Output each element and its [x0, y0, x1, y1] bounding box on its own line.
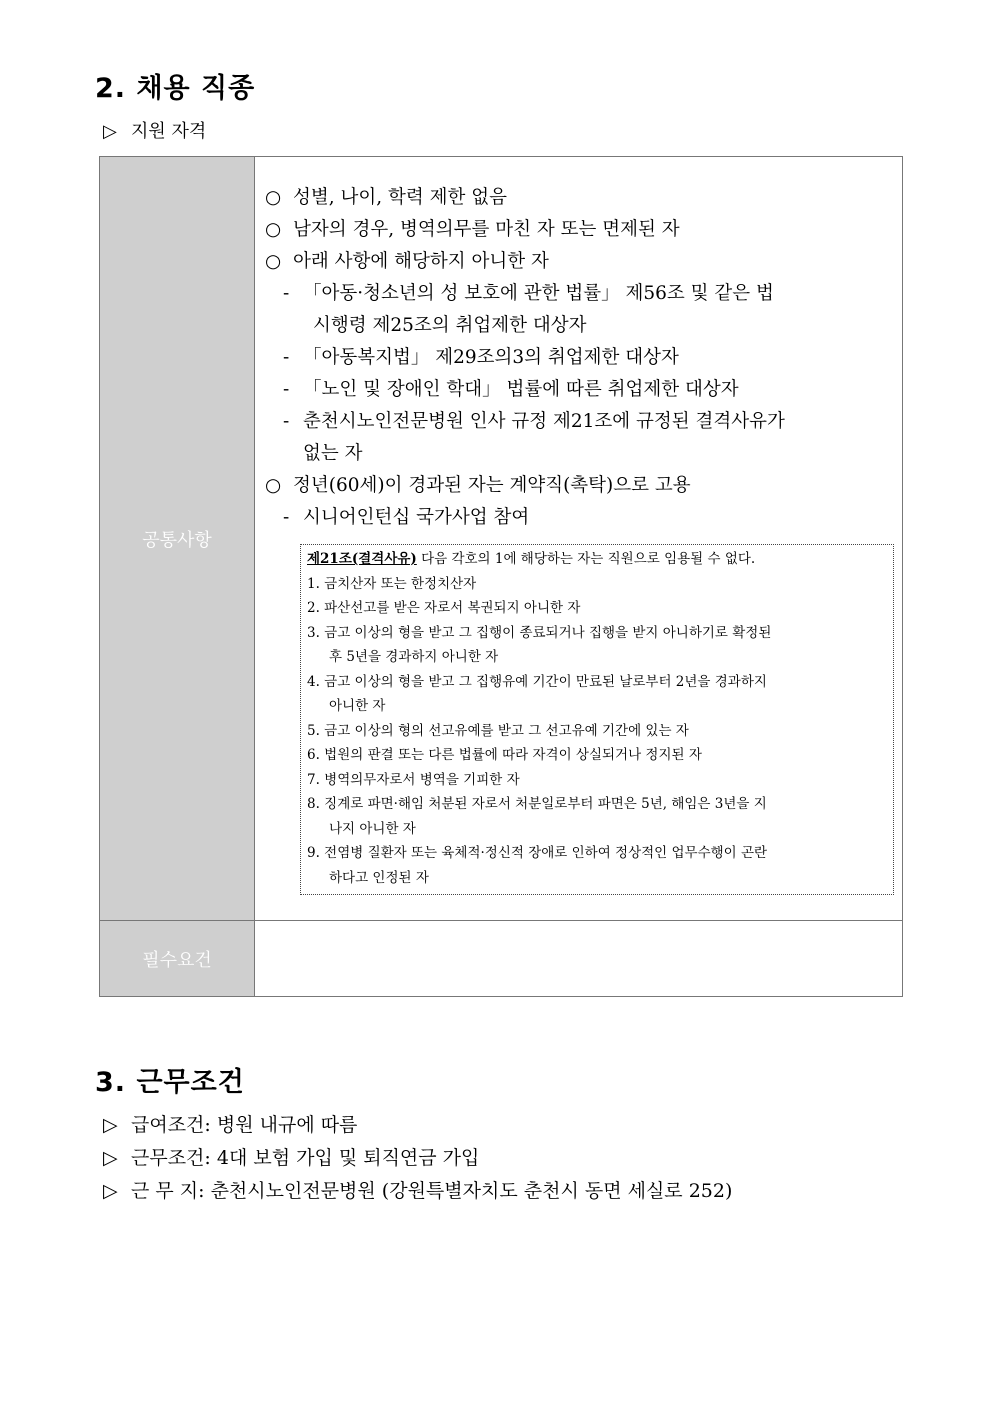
work-condition-text: 급여조건: 병원 내규에 따름 — [131, 1114, 358, 1136]
requirement-line — [265, 502, 894, 534]
law-item — [307, 596, 887, 621]
circle-bullet-icon: ○ — [265, 187, 282, 208]
law-item — [307, 670, 887, 719]
law-item — [307, 841, 887, 890]
law-items — [307, 572, 887, 891]
work-condition-text: 근무조건: 4대 보험 가입 및 퇴직연금 가입 — [131, 1147, 480, 1169]
requirement-line — [265, 342, 894, 374]
required-label: 필수요건 — [142, 949, 212, 971]
requirement-line — [265, 374, 894, 406]
requirement-line — [265, 246, 894, 278]
law-item-first-line: 7. 병역의무자로서 병역을 기피한 자 — [307, 771, 520, 788]
requirement-text: 춘천시노인전문병원 인사 규정 제21조에 규정된 결격사유가 — [303, 411, 785, 432]
requirement-line — [265, 310, 894, 342]
qualification-heading — [103, 117, 206, 143]
dash-bullet: - — [283, 347, 290, 368]
law-item-first-line: 1. 금치산자 또는 한정치산자 — [307, 575, 477, 592]
circle-bullet-icon: ○ — [265, 219, 282, 240]
requirement-text: 「아동복지법」 제29조의3의 취업제한 대상자 — [303, 347, 679, 368]
requirement-line — [265, 438, 894, 470]
common-label-cell — [100, 157, 255, 921]
law-item-continuation: 하다고 인정된 자 — [329, 869, 429, 886]
law-item-first-line: 6. 법원의 판결 또는 다른 법률에 따라 자격이 상실되거나 정지된 자 — [307, 747, 702, 763]
work-condition-item — [103, 1176, 732, 1203]
requirement-line — [265, 182, 894, 214]
qualification-table — [99, 156, 903, 997]
requirement-text: 없는 자 — [303, 443, 363, 464]
law-item — [307, 719, 887, 744]
law-item-first-line: 3. 금고 이상의 형을 받고 그 집행이 종료되거나 집행을 받지 아니하기로 확정된 — [307, 624, 772, 641]
requirement-text: 시니어인턴십 국가사업 참여 — [303, 507, 530, 528]
common-label: 공통사항 — [142, 529, 212, 551]
requirement-text: 정년(60세)이 경과된 자는 계약직(촉탁)으로 고용 — [293, 475, 691, 496]
requirement-text: 「노인 및 장애인 학대」 법률에 따른 취업제한 대상자 — [303, 379, 739, 400]
requirement-text: 남자의 경우, 병역의무를 마친 자 또는 면제된 자 — [293, 219, 680, 240]
requirement-line — [265, 278, 894, 310]
law-item-first-line: 4. 금고 이상의 형을 받고 그 집행유예 기간이 만료된 날로부터 2년을 경과하지 — [307, 673, 767, 690]
law-item — [307, 572, 887, 597]
law-item-continuation: 나지 아니한 자 — [329, 820, 416, 837]
dash-bullet: - — [283, 283, 290, 304]
triangle-bullet-icon: ▷ — [103, 1147, 118, 1169]
requirement-lines — [265, 182, 894, 534]
law-item — [307, 621, 887, 670]
common-content-cell — [255, 157, 903, 921]
law-item — [307, 743, 887, 768]
dash-bullet: - — [283, 411, 290, 432]
law-title: 제21조(결격사유) — [307, 551, 417, 567]
law-box — [300, 544, 894, 895]
dash-bullet: - — [283, 379, 290, 400]
section-2-title: 2. 채용 직종 — [95, 73, 256, 104]
law-item — [307, 792, 887, 841]
law-item-first-line: 5. 금고 이상의 형의 선고유예를 받고 그 선고유예 기간에 있는 자 — [307, 722, 689, 739]
requirement-text: 시행령 제25조의 취업제한 대상자 — [313, 315, 587, 336]
law-item-first-line: 9. 전염병 질환자 또는 육체적·정신적 장애로 인하여 정상적인 업무수행이 곤란 — [307, 845, 768, 861]
circle-bullet-icon: ○ — [265, 251, 282, 272]
work-condition-text: 근 무 지: 춘천시노인전문병원 (강원특별자치도 춘천시 동면 세실로 252) — [131, 1180, 733, 1202]
law-intro: 다음 각호의 1에 해당하는 자는 직원으로 임용될 수 없다. — [416, 551, 756, 567]
requirement-text: 성별, 나이, 학력 제한 없음 — [293, 187, 507, 208]
requirement-line — [265, 470, 894, 502]
required-label-cell — [100, 921, 255, 997]
requirement-line — [265, 214, 894, 246]
requirement-text: 「아동·청소년의 성 보호에 관한 법률」 제56조 및 같은 법 — [303, 283, 774, 304]
law-item-continuation: 후 5년을 경과하지 아니한 자 — [329, 649, 499, 665]
triangle-bullet-icon: ▷ — [103, 1180, 118, 1202]
law-item-first-line: 2. 파산선고를 받은 자로서 복권되지 아니한 자 — [307, 600, 581, 616]
triangle-bullet-icon: ▷ — [103, 1114, 118, 1136]
work-condition-item — [103, 1143, 479, 1170]
required-content-cell — [255, 921, 903, 997]
triangle-bullet-icon: ▷ — [103, 121, 117, 142]
law-item-first-line: 8. 징계로 파면·해임 처분된 자로서 처분일로부터 파면은 5년, 해임은 3년을 지 — [307, 796, 767, 812]
circle-bullet-icon: ○ — [265, 475, 282, 496]
section-3-title: 3. 근무조건 — [95, 1067, 245, 1098]
requirement-line — [265, 406, 894, 438]
law-item — [307, 768, 887, 793]
dash-bullet: - — [283, 507, 290, 528]
work-condition-item — [103, 1110, 357, 1137]
qualification-label: 지원 자격 — [131, 121, 207, 142]
requirement-text: 아래 사항에 해당하지 아니한 자 — [293, 251, 549, 272]
law-item-continuation: 아니한 자 — [329, 698, 386, 714]
